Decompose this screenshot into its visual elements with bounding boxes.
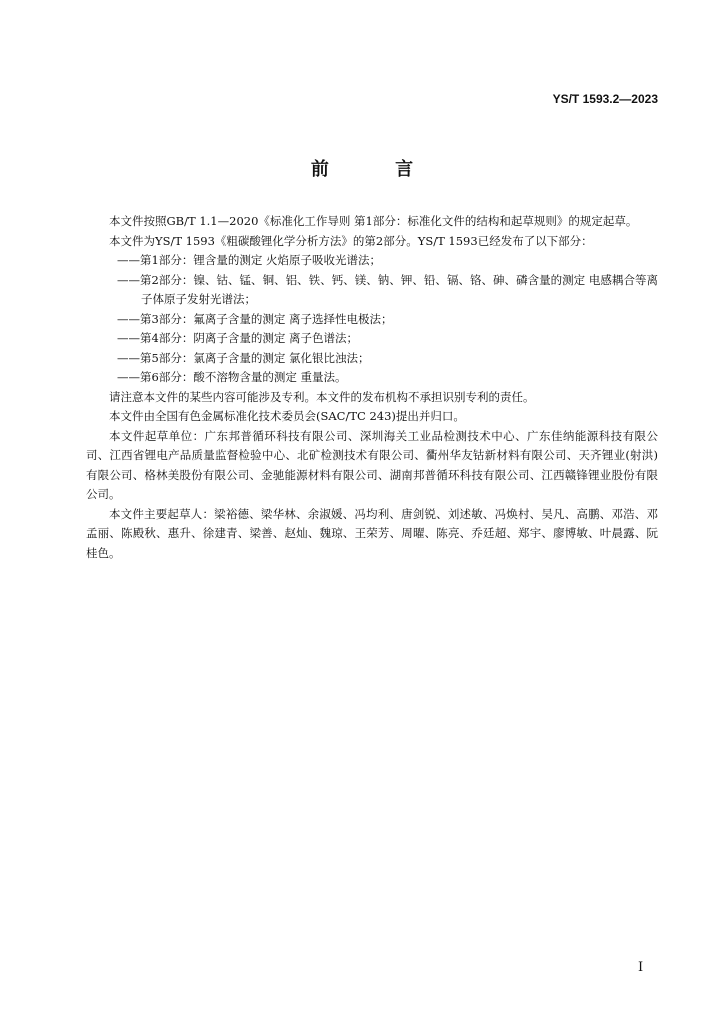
paragraph-proposer: 本文件由全国有色金属标准化技术委员会(SAC/TC 243)提出并归口。 [109, 409, 465, 423]
list-item-part-1: ——第1部分：锂含量的测定 火焰原子吸收光谱法； [117, 253, 381, 267]
paragraph-drafting-rules: 本文件按照GB/T 1.1—2020《标准化工作导则 第1部分：标准化文件的结构和起草规则》的规定起草。 [109, 214, 638, 228]
list-item-part-4: ——第4部分：阴离子含量的测定 离子色谱法； [117, 331, 358, 345]
page-number: I [638, 960, 644, 975]
list-item-part-2: ——第2部分：镍、钴、锰、铜、铝、铁、钙、镁、钠、钾、铅、镉、铬、砷、磷含量的测定 电感耦合等离子体原子发射光谱法； [117, 272, 658, 306]
paragraph-series-intro: 本文件为YS/T 1593《粗碳酸锂化学分析方法》的第2部分。YS/T 1593已经发布了以下部分： [109, 233, 593, 248]
list-item-part-6: ——第6部分：酸不溶物含量的测定 重量法。 [117, 370, 347, 384]
list-item-part-3: ——第3部分：氟离子含量的测定 离子选择性电极法； [117, 311, 393, 326]
paragraph-patent-notice: 请注意本文件的某些内容可能涉及专利。本文件的发布机构不承担识别专利的责任。 [109, 389, 535, 404]
document-code: YS/T 1593.2—2023 [552, 92, 658, 106]
list-item-part-5: ——第5部分：氯离子含量的测定 氯化银比浊法； [117, 350, 370, 365]
page-title: 前 言 [310, 159, 444, 180]
paragraph-drafters: 本文件主要起草人：梁裕德、梁华林、余淑媛、冯均利、唐剑锐、刘述敏、冯焕村、吴凡、高鹏、邓浩、邓孟丽、陈殿秋、惠升、徐建青、梁善、赵灿、魏琼、王荣芳、周曜、陈亮、乔廷超、郑宇、廖博敏、叶晨露、阮桂色。 [86, 506, 658, 560]
foreword-body [86, 212, 658, 563]
paragraph-drafting-units: 本文件起草单位：广东邦普循环科技有限公司、深圳海关工业品检测技术中心、广东佳纳能源科技有限公司、江西省锂电产品质量监督检验中心、北矿检测技术有限公司、衢州华友钴新材料有限公司、天齐锂业(射洪)有限公司、格林美股份有限公司、金驰能源材料有限公司、湖南邦普循环科技有限公司、江西赣锋锂业股份有限公司。 [86, 428, 658, 501]
